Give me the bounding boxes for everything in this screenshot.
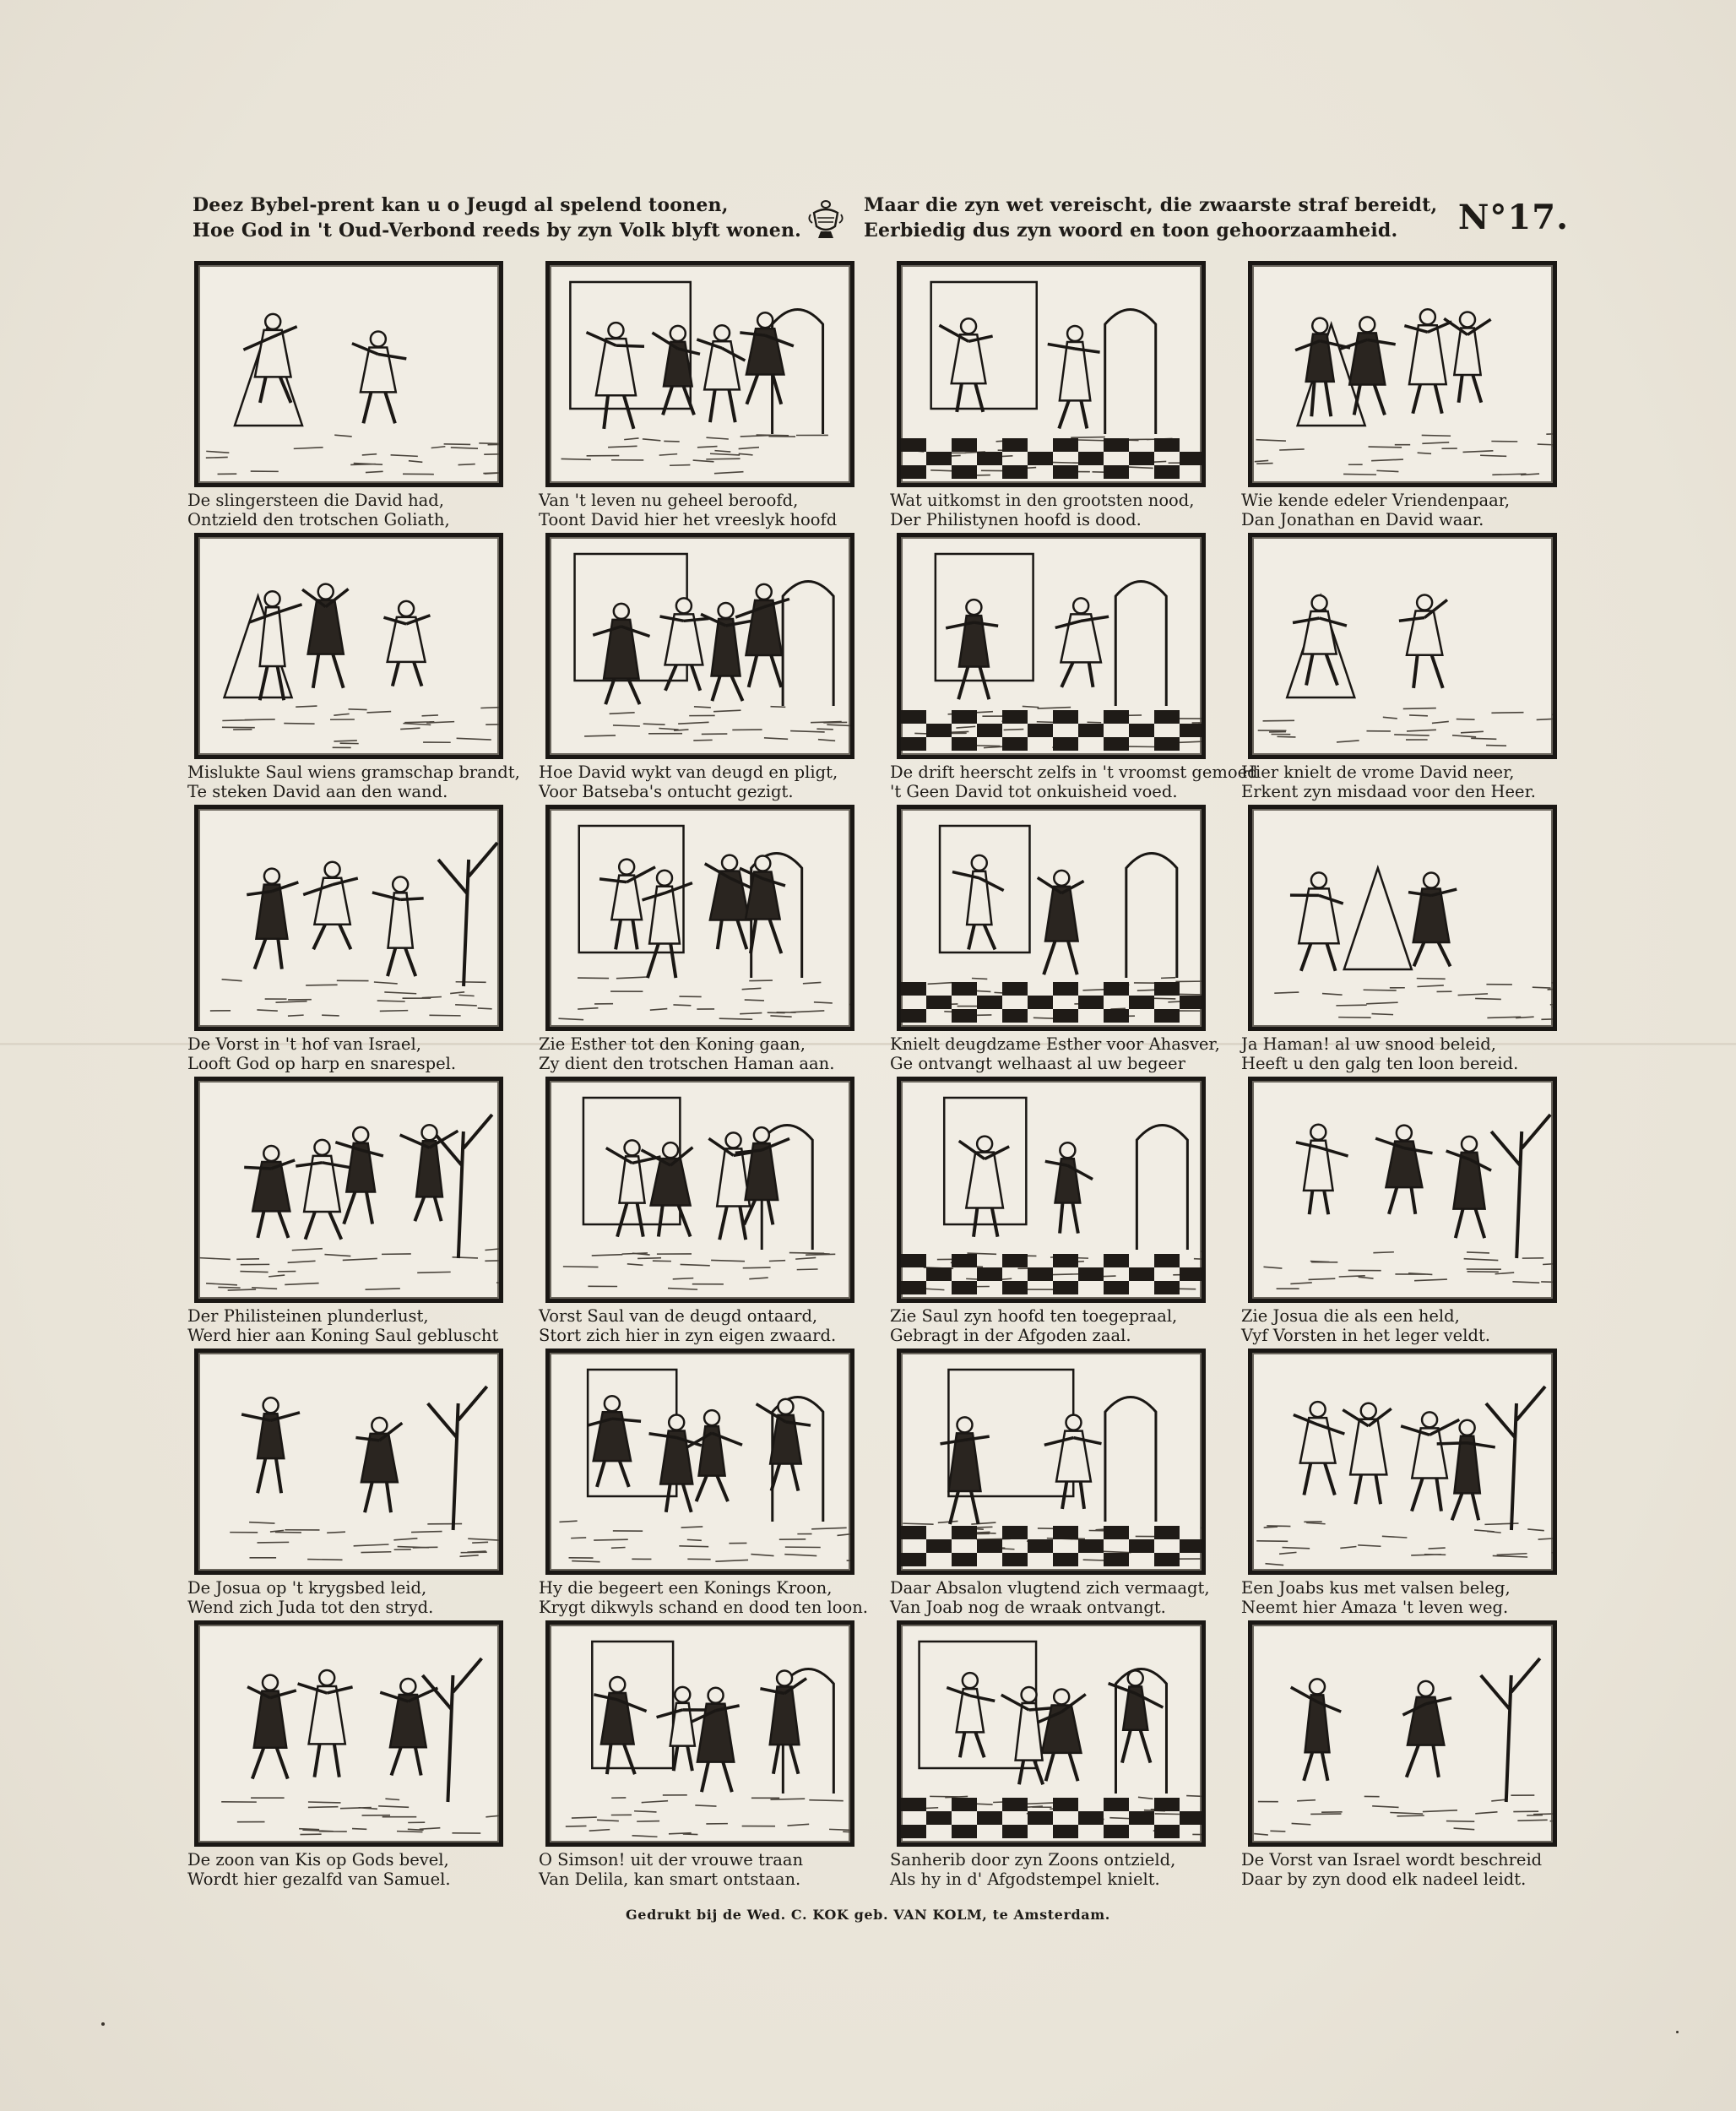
- caption-line: De Vorst in 't hof van Israel,: [187, 1034, 421, 1054]
- woodcut-panel: [535, 529, 858, 800]
- caption-line: De Josua op 't krygsbed leid,: [187, 1578, 427, 1598]
- woodcut-panel: [535, 801, 858, 1072]
- caption-line: De slingersteen die David had,: [187, 491, 444, 510]
- panel-caption: [890, 1034, 1220, 1073]
- woodcut-illustration: [194, 261, 503, 487]
- caption-line: Looft God op harp en snarespel.: [187, 1054, 457, 1073]
- caption-line: Gebragt in der Afgoden zaal.: [890, 1326, 1131, 1345]
- woodcut-panel: [887, 529, 1258, 801]
- caption-line: Hier knielt de vrome David neer,: [1241, 762, 1515, 782]
- caption-line: Zie Esther tot den Koning gaan,: [539, 1034, 806, 1054]
- left-verse-line-2: Hoe God in 't Oud-Verbond reeds by zyn Volk blyft wonen.: [193, 220, 802, 241]
- woodcut-panel: [535, 1617, 858, 1887]
- panel-caption: [539, 1850, 861, 1889]
- caption-line: O Simson! uit der vrouwe traan: [539, 1850, 804, 1870]
- printer-imprint: Gedrukt bij de Wed. C. KOK geb. VAN KOLM, te Amsterdam.: [626, 1907, 1110, 1923]
- caption-line: Vorst Saul van de deugd ontaard,: [539, 1306, 818, 1326]
- caption-line: Hoe David wykt van deugd en pligt,: [539, 762, 838, 782]
- panel-caption: [187, 762, 520, 801]
- woodcut-panel: [1238, 529, 1560, 800]
- caption-line: De zoon van Kis op Gods bevel,: [187, 1850, 449, 1870]
- caption-line: Sanherib door zyn Zoons ontzield,: [890, 1850, 1176, 1870]
- panel-caption: [187, 491, 510, 529]
- caption-line: Van 't leven nu geheel beroofd,: [539, 491, 799, 510]
- panel-caption: [1241, 491, 1564, 529]
- caption-line: Ge ontvangt welhaast al uw begeer: [890, 1054, 1185, 1073]
- woodcut-panel: [887, 1073, 1209, 1343]
- panel-caption: [1241, 1306, 1564, 1345]
- caption-line: Stort zich hier in zyn eigen zwaard.: [539, 1326, 837, 1345]
- caption-line: Heeft u den galg ten loon bereid.: [1241, 1054, 1519, 1073]
- panel-caption: [890, 1578, 1212, 1617]
- woodcut-panel: [887, 1617, 1209, 1887]
- caption-line: Te steken David aan den wand.: [187, 782, 448, 801]
- caption-line: De drift heerscht zelfs in 't vroomst gemoed: [890, 762, 1258, 782]
- woodcut-panel: [535, 1073, 858, 1343]
- woodcut-illustration: [545, 805, 854, 1031]
- woodcut-illustration: [1248, 1620, 1557, 1847]
- caption-line: Knielt deugdzame Esther voor Ahasver,: [890, 1034, 1220, 1054]
- woodcut-panel: [1238, 258, 1560, 528]
- woodcut-panel: [184, 1345, 507, 1615]
- woodcut-illustration: [897, 1620, 1206, 1847]
- woodcut-panel: [184, 1073, 507, 1343]
- caption-line: Mislukte Saul wiens gramschap brandt,: [187, 762, 520, 782]
- woodcut-illustration: [194, 1349, 503, 1575]
- caption-line: Een Joabs kus met valsen beleg,: [1241, 1578, 1511, 1598]
- panel-caption: [187, 1034, 510, 1073]
- caption-line: Krygt dikwyls schand en dood ten loon.: [539, 1598, 869, 1617]
- woodcut-illustration: [897, 805, 1206, 1031]
- woodcut-panel: [184, 258, 507, 528]
- woodcut-illustration: [1248, 533, 1557, 759]
- woodcut-illustration: [897, 1349, 1206, 1575]
- panel-caption: [187, 1578, 510, 1617]
- caption-line: Neemt hier Amaza 't leven weg.: [1241, 1598, 1509, 1617]
- woodcut-panel: [1238, 1345, 1560, 1615]
- caption-line: Vyf Vorsten in het leger veldt.: [1241, 1326, 1490, 1345]
- woodcut-illustration: [194, 1620, 503, 1847]
- left-verse: [193, 193, 800, 243]
- woodcut-illustration: [545, 261, 854, 487]
- woodcut-panel: [1238, 801, 1560, 1072]
- woodcut-illustration: [194, 805, 503, 1031]
- woodcut-illustration: [1248, 1077, 1557, 1303]
- panel-caption: [539, 762, 861, 801]
- woodcut-panel: [887, 801, 1220, 1073]
- woodcut-illustration: [545, 533, 854, 759]
- caption-line: Ontzield den trotschen Goliath,: [187, 510, 450, 529]
- panel-caption: [890, 762, 1258, 801]
- woodcut-panel: [184, 801, 507, 1072]
- caption-line: Dan Jonathan en David waar.: [1241, 510, 1484, 529]
- caption-line: Als hy in d' Afgodstempel knielt.: [890, 1870, 1160, 1889]
- caption-line: Erkent zyn misdaad voor den Heer.: [1241, 782, 1536, 801]
- caption-line: Wie kende edeler Vriendenpaar,: [1241, 491, 1511, 510]
- woodcut-illustration: [194, 1077, 503, 1303]
- woodcut-panel: [887, 1345, 1209, 1615]
- caption-line: 't Geen David tot onkuisheid voed.: [890, 782, 1178, 801]
- caption-line: Wend zich Juda tot den stryd.: [187, 1598, 434, 1617]
- woodcut-grid: [184, 258, 1569, 1900]
- panel-caption: [1241, 762, 1564, 801]
- paper-speck: [101, 2022, 105, 2026]
- woodcut-illustration: [545, 1077, 854, 1303]
- caption-line: Zie Josua die als een held,: [1241, 1306, 1460, 1326]
- panel-caption: [539, 491, 861, 529]
- panel-caption: [1241, 1850, 1564, 1889]
- caption-line: De Vorst van Israel wordt beschreid: [1241, 1850, 1543, 1870]
- woodcut-illustration: [545, 1620, 854, 1847]
- woodcut-panel: [535, 258, 858, 528]
- caption-line: Toont David hier het vreeslyk hoofd: [539, 510, 838, 529]
- woodcut-illustration: [1248, 1349, 1557, 1575]
- caption-line: Van Joab nog de wraak ontvangt.: [890, 1598, 1166, 1617]
- woodcut-panel: [1238, 1073, 1560, 1343]
- panel-caption: [1241, 1034, 1564, 1073]
- woodcut-panel: [535, 1345, 869, 1617]
- woodcut-illustration: [897, 1077, 1206, 1303]
- woodcut-illustration: [897, 261, 1206, 487]
- caption-line: Daar by zyn dood elk nadeel leidt.: [1241, 1870, 1527, 1889]
- caption-line: Der Philistynen hoofd is dood.: [890, 510, 1142, 529]
- left-verse-line-1: Deez Bybel-prent kan u o Jeugd al spelend toonen,: [193, 194, 729, 216]
- woodcut-panel: [1238, 1617, 1560, 1887]
- woodcut-illustration: [194, 533, 503, 759]
- print-header: [193, 193, 1577, 248]
- panel-caption: [539, 1578, 869, 1617]
- caption-line: Wordt hier gezalfd van Samuel.: [187, 1870, 451, 1889]
- woodcut-illustration: [1248, 805, 1557, 1031]
- caption-line: Hy die begeert een Konings Kroon,: [539, 1578, 833, 1598]
- plate-number: N°17.: [1457, 198, 1569, 237]
- caption-line: Ja Haman! al uw snood beleid,: [1241, 1034, 1496, 1054]
- caption-line: Zy dient den trotschen Haman aan.: [539, 1054, 835, 1073]
- panel-caption: [539, 1034, 861, 1073]
- caption-line: Werd hier aan Koning Saul gebluscht: [187, 1326, 499, 1345]
- panel-caption: [539, 1306, 861, 1345]
- right-verse-line-1: Maar die zyn wet vereischt, die zwaarste straf bereidt,: [864, 194, 1438, 216]
- panel-caption: [890, 1850, 1212, 1889]
- caption-line: Van Delila, kan smart ontstaan.: [539, 1870, 801, 1889]
- woodcut-panel: [887, 258, 1209, 528]
- right-verse-line-2: Eerbiedig dus zyn woord en toon gehoorzaamheid.: [864, 220, 1398, 241]
- caption-line: Daar Absalon vlugtend zich vermaagt,: [890, 1578, 1210, 1598]
- woodcut-illustration: [545, 1349, 854, 1575]
- right-verse: [864, 193, 1438, 243]
- caption-line: Der Philisteinen plunderlust,: [187, 1306, 429, 1326]
- panel-caption: [187, 1850, 510, 1889]
- woodcut-panel: [184, 529, 520, 801]
- paper-speck: [1676, 2031, 1679, 2033]
- caption-line: Wat uitkomst in den grootsten nood,: [890, 491, 1195, 510]
- woodcut-illustration: [1248, 261, 1557, 487]
- panel-caption: [187, 1306, 510, 1345]
- caption-line: Voor Batseba's ontucht gezigt.: [539, 782, 794, 801]
- woodcut-illustration: [897, 533, 1206, 759]
- panel-caption: [890, 1306, 1212, 1345]
- woodcut-panel: [184, 1617, 507, 1887]
- panel-caption: [1241, 1578, 1564, 1617]
- urn-ornament-icon: [807, 198, 844, 241]
- caption-line: Zie Saul zyn hoofd ten toegepraal,: [890, 1306, 1178, 1326]
- panel-caption: [890, 491, 1212, 529]
